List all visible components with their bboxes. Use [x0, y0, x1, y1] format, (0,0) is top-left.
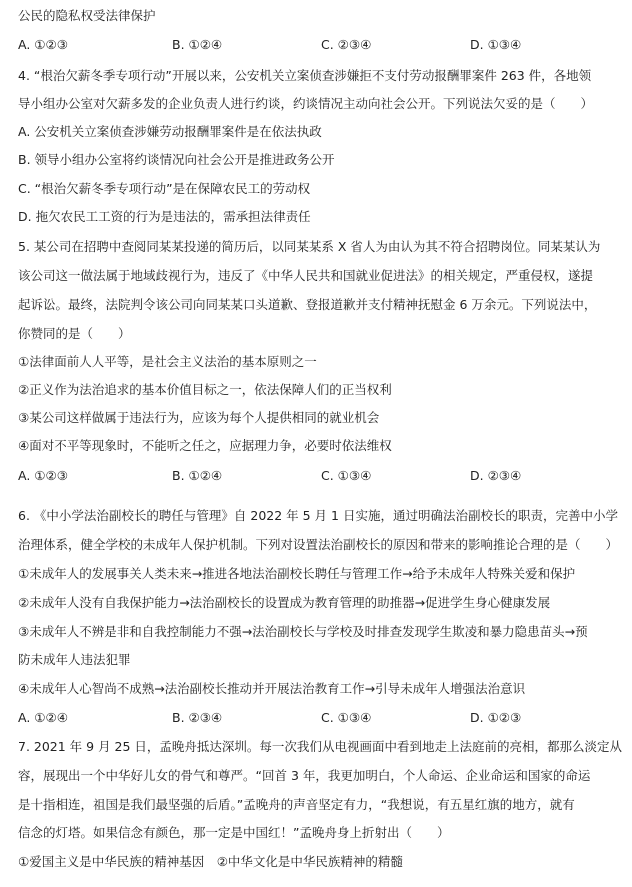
question-6-text: 6. 《中小学法治副校长的聘任与管理》自 2022 年 5 月 1 日实施，通过明确法治副校长的职责，完善中小学 [18, 508, 618, 523]
statement-1-2: ①爱国主义是中华民族的精神基因 ②中华文化是中华民族精神的精髓 [18, 854, 403, 869]
option-c: C. ①③④ [321, 710, 372, 725]
question-7-text: 7. 2021 年 9 月 25 日，孟晚舟抵达深圳。每一次我们从电视画面中看到地走上法庭前的亮相，都那么淡定从 [18, 739, 622, 754]
statement-2: ②未成年人没有自我保护能力→法治副校长的设置成为教育管理的助推器→促进学生身心健康发展 [18, 595, 551, 610]
statement-3: 防未成年人违法犯罪 [18, 652, 131, 667]
option-b: B. ①②④ [172, 37, 223, 52]
option-b: B. ①②④ [172, 468, 223, 483]
statement-2: ②正义作为法治追求的基本价值目标之一，依法保障人们的正当权利 [18, 382, 392, 397]
option-a: A. ①②③ [18, 468, 68, 483]
question-5-text: 5. 某公司在招聘中查阅同某某投递的简历后，以同某某系 X 省人为由认为其不符合招聘岗位。同某某认为 [18, 239, 601, 254]
option-b: B. 领导小组办公室将约谈情况向社会公开是推进政务公开 [18, 152, 335, 167]
option-a: A. 公安机关立案侦查涉嫌劳动报酬罪案件是在依法执政 [18, 124, 322, 139]
statement-3: ③未成年人不辨是非和自我控制能力不强→法治副校长与学校及时排查发现学生欺凌和暴力隐患苗头→预 [18, 624, 588, 639]
question-7-text: 容，展现出一个中华好儿女的骨气和尊严。“回首 3 年，我更加明白，个人命运、企业命运和国家的命运 [18, 768, 591, 783]
statement-4: ④未成年人心智尚不成熟→法治副校长推动并开展法治教育工作→引导未成年人增强法治意识 [18, 681, 526, 696]
question-5-text: 起诉讼。最终，法院判令该公司向同某某口头道歉、登报道歉并支付精神抚慰金 6 万余元。下列说法中， [18, 297, 597, 312]
option-c: C. “根治欠薪冬季专项行动”是在保障农民工的劳动权 [18, 181, 311, 196]
statement-4: ④面对不平等现象时，不能听之任之，应据理力争，必要时依法维权 [18, 438, 392, 453]
statement-1: ①未成年人的发展事关人类未来→推进各地法治副校长聘任与管理工作→给予未成年人特殊关爱和保护 [18, 566, 576, 581]
question-6-text: 治理体系，健全学校的未成年人保护机制。下列对设置法治副校长的原因和带来的影响推论合理的是（ ） [18, 537, 619, 552]
question-7-text: 是十指相连，祖国是我们最坚强的后盾。”孟晚舟的声音坚定有力，“我想说，有五星红旗的地方，就有 [18, 797, 575, 812]
option-a: A. ①②③ [18, 37, 68, 52]
text-line: 公民的隐私权受法律保护 [18, 8, 156, 23]
question-5-text: 你赞同的是（ ） [18, 326, 131, 341]
question-7-text: 信念的灯塔。如果信念有颜色，那一定是中国红！”孟晚舟身上折射出（ ） [18, 825, 450, 840]
option-d: D. ②③④ [470, 468, 522, 483]
option-a: A. ①②④ [18, 710, 68, 725]
option-d: D. 拖欠农民工工资的行为是违法的，需承担法律责任 [18, 209, 311, 224]
statement-3: ③某公司这样做属于违法行为，应该为每个人提供相同的就业机会 [18, 410, 380, 425]
option-d: D. ①②③ [470, 710, 522, 725]
question-4-text: 4. “根治欠薪冬季专项行动”开展以来，公安机关立案侦查涉嫌拒不支付劳动报酬罪案件 263 件，各地领 [18, 68, 592, 83]
question-4-text: 导小组办公室对欠薪多发的企业负责人进行约谈，约谈情况主动向社会公开。下列说法欠妥的是（ ） [18, 96, 594, 111]
statement-1: ①法律面前人人平等，是社会主义法治的基本原则之一 [18, 354, 317, 369]
option-b: B. ②③④ [172, 710, 223, 725]
option-c: C. ②③④ [321, 37, 372, 52]
option-d: D. ①③④ [470, 37, 522, 52]
question-5-text: 该公司这一做法属于地域歧视行为，违反了《中华人民共和国就业促进法》的相关规定，严重侵权，遂提 [18, 268, 594, 283]
option-c: C. ①③④ [321, 468, 372, 483]
